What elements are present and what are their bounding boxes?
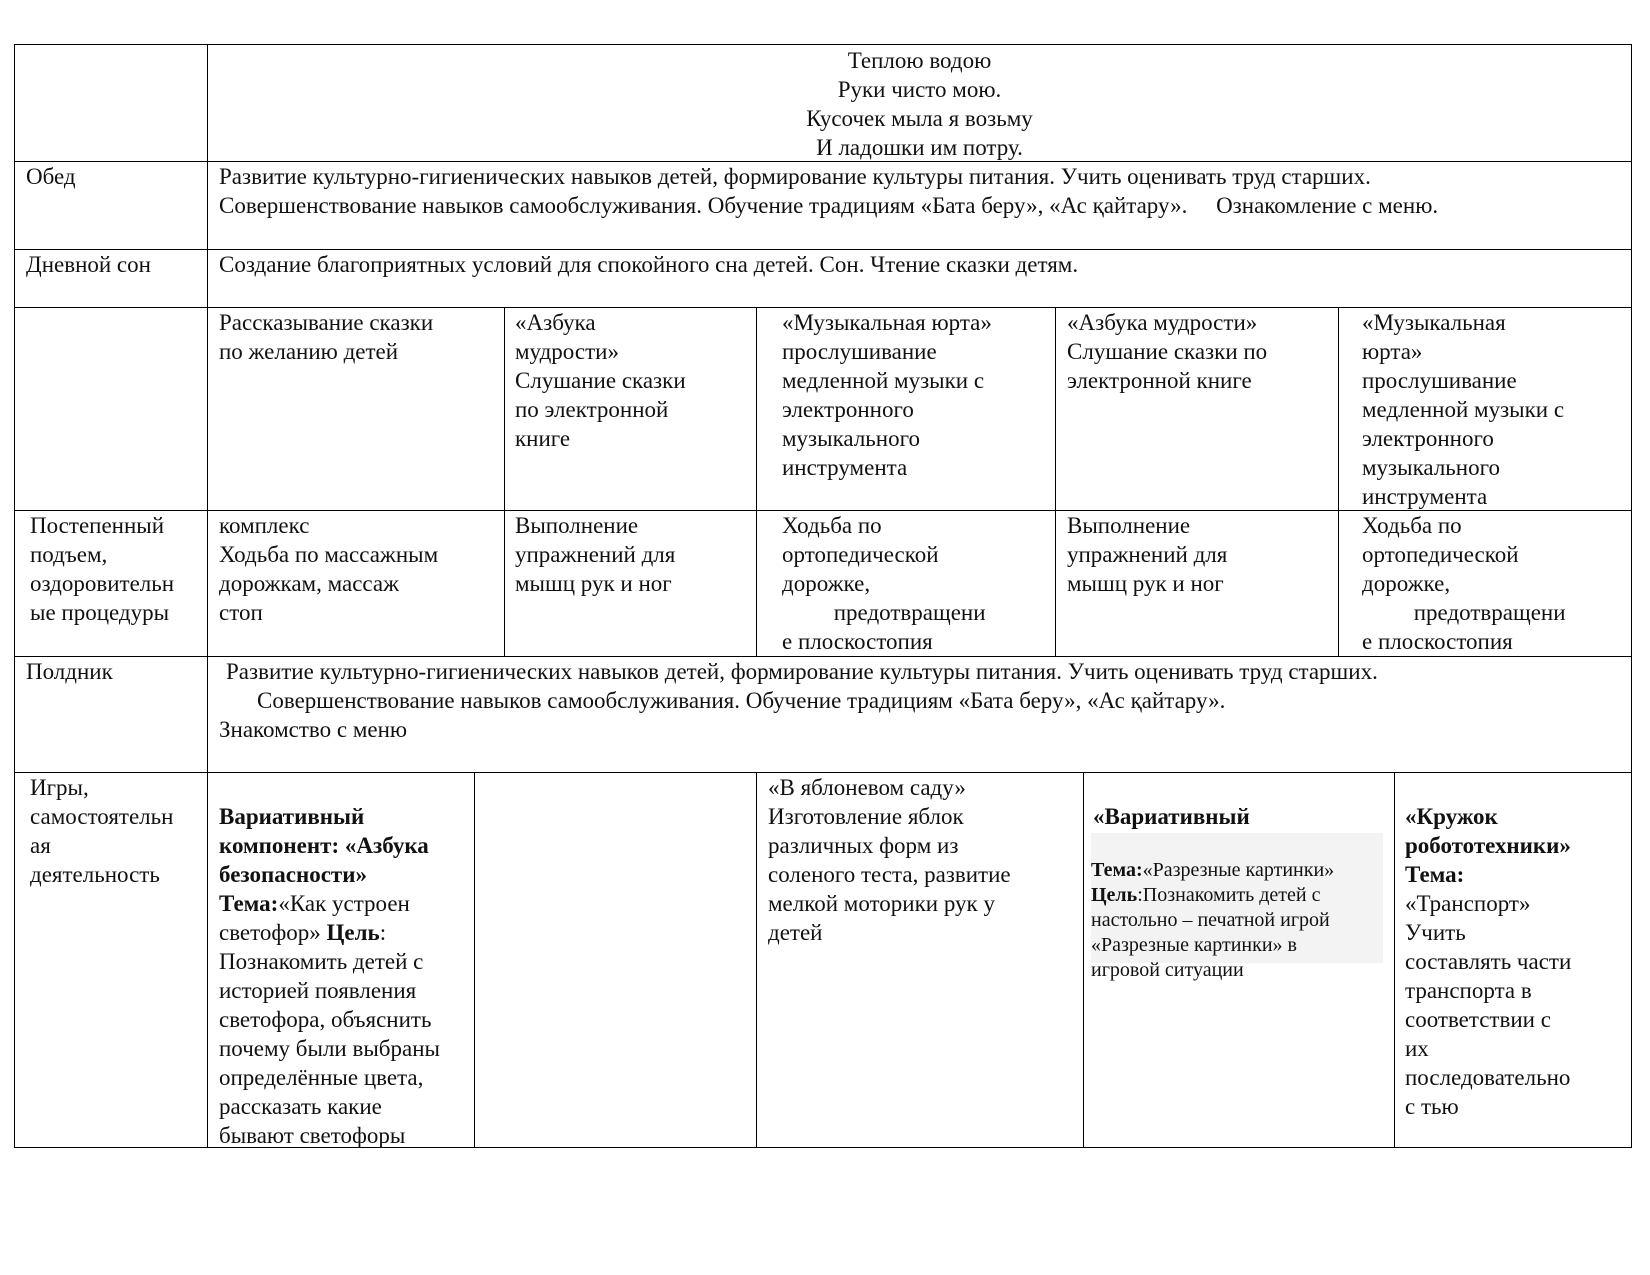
igry-mon-tema: «Как устроен светофор» [219,891,410,945]
sleep-cell-wed: «Музыкальная юрта» прослушивание медленной музыки с электронного музыкального инструмента [782,310,992,480]
igry-fri-title: «Кружок робототехники» Тема: [1405,804,1571,887]
row-label-podem: Постепенный подъем, оздоровительн ые процедуры [30,513,175,625]
sleep-cell-fri: «Музыкальная юрта» прослушивание медленной музыки с электронного музыкального инструмента [1362,310,1565,509]
column-divider [1394,772,1395,1147]
column-divider [1055,307,1056,656]
tema-label: Тема: [1091,859,1143,881]
column-divider [1338,307,1339,656]
poem-line: Кусочек мыла я возьму [806,106,1033,131]
table-border-right [1631,44,1632,1148]
column-divider [756,307,757,656]
podem-cell-thu: Выполнение упражнений для мышц рук и ног [1067,513,1228,596]
sleep-cell-tue: «Азбука мудрости» Слушание сказки по электронной книге [515,310,686,451]
igry-cell-fri [1405,773,1629,1121]
column-divider [756,772,757,1147]
cel-label: Цель [1091,884,1138,906]
row-label-igry: Игры, самостоятельн ая деятельность [30,775,174,887]
igry-thu-tema: «Разрезные картинки» [1142,859,1335,881]
igry-mon-title: Вариативный компонент: «Азбука безопасности» [219,804,429,887]
igry-thu-details [1091,833,1383,981]
obed-text: Развитие культурно-гигиенических навыков детей, формирование культуры питания. Учить оценивать труд старших. [219,164,1371,189]
table-border-left [14,44,15,1148]
sleep-cell-thu: «Азбука мудрости» Слушание сказки по электронной книге [1067,310,1268,393]
poem-line: Теплою водою [847,48,992,73]
poldnik-text: Знакомство с меню [219,717,408,742]
poem-line: Руки чисто мою. [837,77,1002,102]
obed-text: Совершенствование навыков самообслуживания. Обучение традициям «Бата беру», «Ас қайтару». Ознакомление с меню. [219,193,1439,218]
column-divider [207,44,208,1148]
igry-cell-wed: «В яблоневом саду» Изготовление яблок различных форм из соленого теста, развитие мелкой моторики рук у детей [768,775,1011,945]
poldnik-text: Совершенствование навыков самообслуживания. Обучение традициям «Бата беру», «Ас қайтару». [257,688,1226,713]
column-divider [1083,772,1084,1147]
igry-fri-text: «Транспорт» Учить составлять части транспорта в соответствии с их последовательно с тью [1405,891,1572,1119]
row-label-poldnik: Полдник [26,659,113,684]
podem-cell-wed: Ходьба по ортопедической дорожке, предотвращени е плоскостопия [782,513,986,654]
poldnik-text: Развитие культурно-гигиенических навыков детей, формирование культуры питания. Учить оценивать труд старших. [226,659,1378,684]
podem-cell-mon: комплекс Ходьба по массажным дорожкам, массаж стоп [219,513,439,625]
igry-cell-mon: Вариативный компонент: «Азбука безопасности» Тема:«Как устроен светофор» Цель: Познакомить детей с историей появления светофора, объяснить почему были выбраны определённые цвета, рассказать какие бывают светофоры [219,804,440,1148]
igry-thu-cel: :Познакомить детей с настольно – печатной игрой «Разрезные картинки» в игровой ситуации [1091,884,1330,981]
table-border-top [14,44,1632,45]
igry-thu-title: «Вариативный [1093,804,1250,829]
poem-line: И ладошки им потру. [816,135,1023,160]
son-text: Создание благоприятных условий для спокойного сна детей. Сон. Чтение сказки детям. [219,252,1079,277]
row-label-obed: Обед [26,164,76,189]
column-divider [504,307,505,656]
igry-mon-cel: Познакомить детей с историей появления светофора, объяснить почему были выбраны определённые цвета, рассказать какие бывают светофоры [219,949,440,1148]
cel-label: Цель [326,920,380,945]
tema-label: Тема: [219,891,279,916]
sleep-cell-mon: Рассказывание сказки по желанию детей [219,310,434,364]
podem-cell-tue: Выполнение упражнений для мышц рук и ног [515,513,676,596]
podem-cell-fri: Ходьба по ортопедической дорожке, предотвращени е плоскостопия [1362,513,1566,654]
column-divider [474,772,475,1147]
row-label-son: Дневной сон [26,252,151,277]
